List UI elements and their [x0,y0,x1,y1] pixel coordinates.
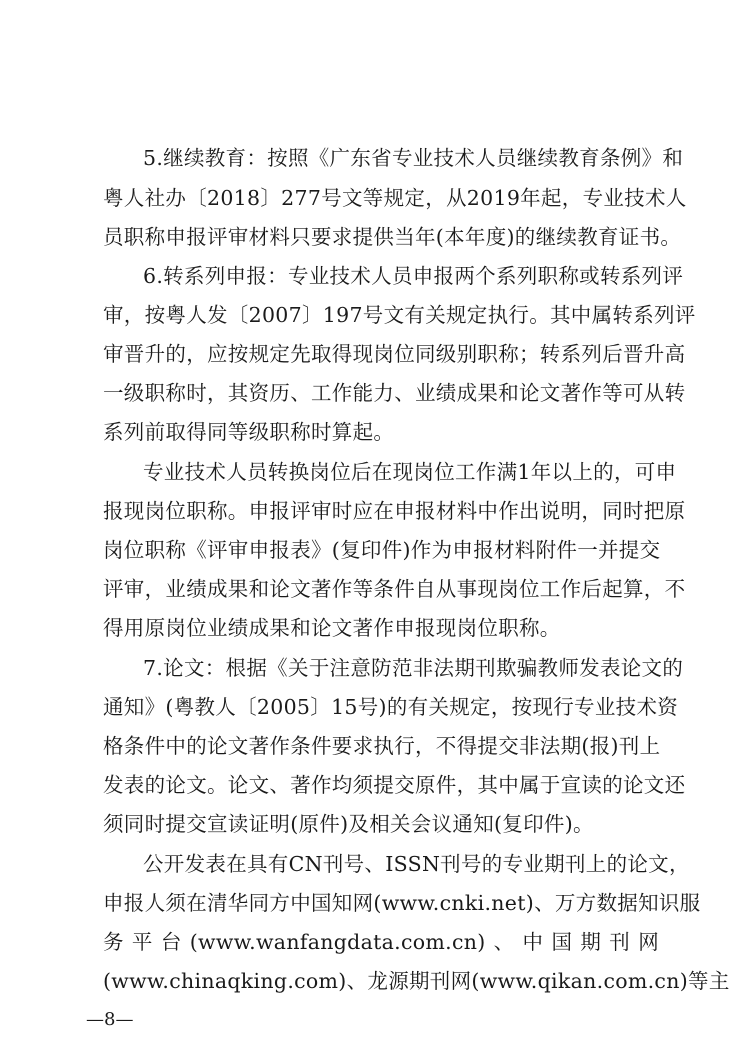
paragraph-transfer-line-2: 报现岗位职称。申报评审时应在申报材料中作出说明，同时把原 [103,499,686,523]
paragraph-published-line-2: 申报人须在清华同方中国知网(www.cnki.net)、万方数据知识服 [103,891,701,915]
paragraph-6-line-5: 系列前取得同等级职称时算起。 [103,420,395,444]
paragraph-transfer-line-1: 专业技术人员转换岗位后在现岗位工作满1年以上的，可申 [143,460,677,484]
paragraph-6-line-2: 审，按粤人发〔2007〕197号文有关规定执行。其中属转系列评 [103,303,696,327]
paragraph-transfer-line-4: 评审，业绩成果和论文著作等条件自从事现岗位工作后起算，不 [103,577,686,601]
paragraph-transfer-line-3: 岗位职称《评审申报表》(复印件)作为申报材料附件一并提交 [103,538,661,562]
paragraph-6-line-1: 6.转系列申报：专业技术人员申报两个系列职称或转系列评 [143,264,684,288]
paragraph-7-line-1: 7.论文：根据《关于注意防范非法期刊欺骗教师发表论文的 [143,656,684,680]
paragraph-7-line-2: 通知》(粤教人〔2005〕15号)的有关规定，按现行专业技术资 [103,695,679,719]
paragraph-6-line-4: 一级职称时，其资历、工作能力、业绩成果和论文著作等可从转 [103,381,686,405]
paragraph-7-line-3: 格条件中的论文著作条件要求执行，不得提交非法期(报)刊上 [103,734,661,758]
paragraph-transfer-line-5: 得用原岗位业绩成果和论文著作申报现岗位职称。 [103,616,561,640]
paragraph-5-line-1: 5.继续教育：按照《广东省专业技术人员继续教育条例》和 [143,146,684,170]
paragraph-6-line-3: 审晋升的，应按规定先取得现岗位同级别职称；转系列后晋升高 [103,342,686,366]
paragraph-5-line-3: 员职称申报评审材料只要求提供当年(本年度)的继续教育证书。 [103,225,682,249]
paragraph-published-line-4: (www.chinaqking.com)、龙源期刊网(www.qikan.com.cn)等主 [103,969,730,993]
page-number: —8— [86,1009,134,1030]
paragraph-published-line-1: 公开发表在具有CN刊号、ISSN刊号的专业期刊上的论文， [143,852,690,876]
paragraph-7-line-4: 发表的论文。论文、著作均须提交原件，其中属于宣读的论文还 [103,773,686,797]
paragraph-5-line-2: 粤人社办〔2018〕277号文等规定，从2019年起，专业技术人 [103,186,687,210]
paragraph-published-line-3: 务平台(www.wanfangdata.com.cn)、中国期刊网 [103,930,659,954]
paragraph-7-line-5: 须同时提交宣读证明(原件)及相关会议通知(复印件)。 [103,812,594,836]
